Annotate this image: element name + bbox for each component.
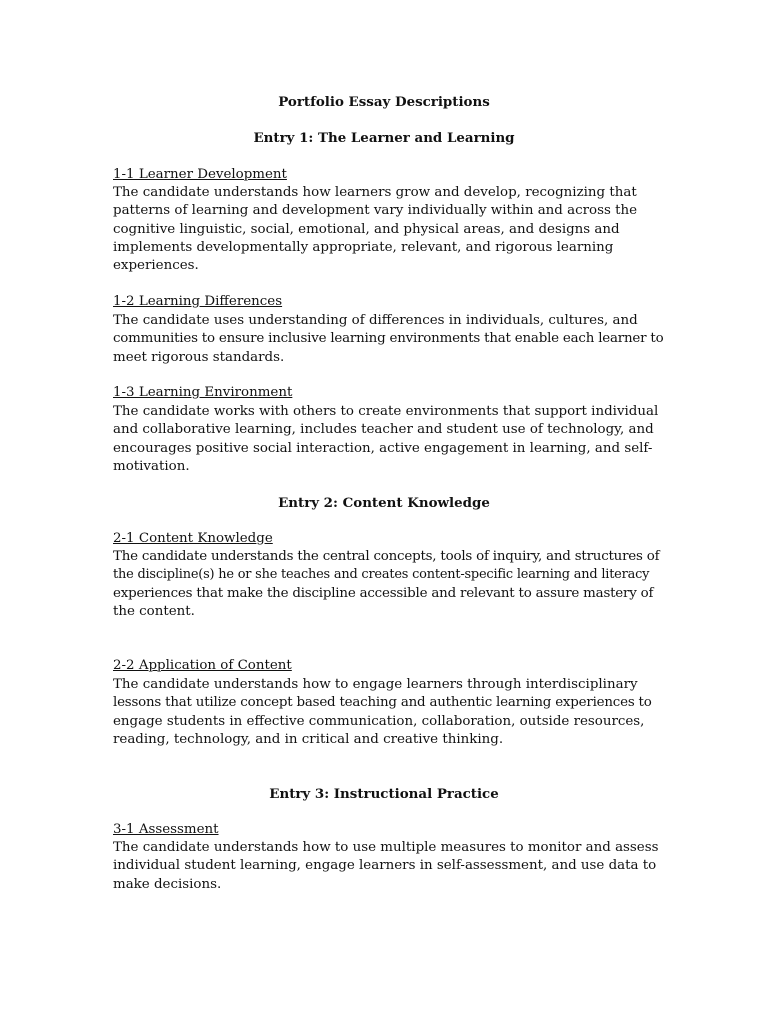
text-line: The candidate understands the central concepts, tools of inquiry, and structures of xyxy=(113,549,660,564)
section-1-2-text xyxy=(113,312,664,367)
text-line: meet rigorous standards. xyxy=(113,349,285,365)
text-line: engage students in effective communication, collaboration, outside resources, xyxy=(113,713,645,729)
entry-1-heading: Entry 1: The Learner and Learning xyxy=(253,130,515,146)
section-1-3-text xyxy=(113,403,658,476)
text-line: lessons that utilize concept based teaching and authentic learning experiences to xyxy=(113,695,652,711)
text-line: The candidate uses understanding of differences in individuals, cultures, and xyxy=(113,313,638,328)
section-1-3-heading: 1-3 Learning Environment xyxy=(113,385,293,400)
text-line: make decisions. xyxy=(113,876,222,892)
section-1-2-heading: 1-2 Learning Differences xyxy=(113,294,283,309)
text-line: The candidate understands how learners grow and develop, recognizing that xyxy=(113,185,637,200)
text-line: cognitive linguistic, social, emotional, and physical areas, and designs and xyxy=(113,221,620,237)
section-2-2-heading: 2-2 Application of Content xyxy=(113,658,292,673)
text-line: individual student learning, engage learners in self-assessment, and use data to xyxy=(113,858,657,874)
entry-2-heading: Entry 2: Content Knowledge xyxy=(278,495,490,511)
text-line: motivation. xyxy=(113,458,190,474)
text-line: encourages positive social interaction, active engagement in learning, and self- xyxy=(113,440,653,456)
text-line: implements developmentally appropriate, relevant, and rigorous learning xyxy=(113,239,614,255)
text-line: experiences. xyxy=(113,258,199,273)
section-1-1-heading: 1-1 Learner Development xyxy=(113,167,287,182)
text-line: reading, technology, and in critical and creative thinking. xyxy=(113,731,504,747)
text-line: the content. xyxy=(113,603,195,619)
text-line: and collaborative learning, includes teacher and student use of technology, and xyxy=(113,422,654,438)
text-line: The candidate works with others to create environments that support individual xyxy=(113,404,659,419)
section-2-2-text xyxy=(113,676,658,749)
text-line: the discipline(s) he or she teaches and creates content-specific learning and literacy xyxy=(113,567,650,583)
section-3-1-text xyxy=(113,839,658,894)
document-title: Portfolio Essay Descriptions xyxy=(278,94,490,110)
section-1-1-text xyxy=(113,184,658,275)
text-line: experiences that make the discipline accessible and relevant to assure mastery of xyxy=(113,585,654,601)
text-line: communities to ensure inclusive learning environments that enable each learner to xyxy=(113,331,664,347)
text-line: The candidate understands how to engage learners through interdisciplinary xyxy=(113,677,638,692)
text-line: The candidate understands how to use multiple measures to monitor and assess xyxy=(113,840,659,855)
text-line: patterns of learning and development vary individually within and across the xyxy=(113,203,638,219)
section-2-1-heading: 2-1 Content Knowledge xyxy=(113,531,273,546)
section-2-1-text xyxy=(113,548,658,621)
section-3-1-heading: 3-1 Assessment xyxy=(113,822,219,837)
entry-3-heading: Entry 3: Instructional Practice xyxy=(269,786,499,802)
